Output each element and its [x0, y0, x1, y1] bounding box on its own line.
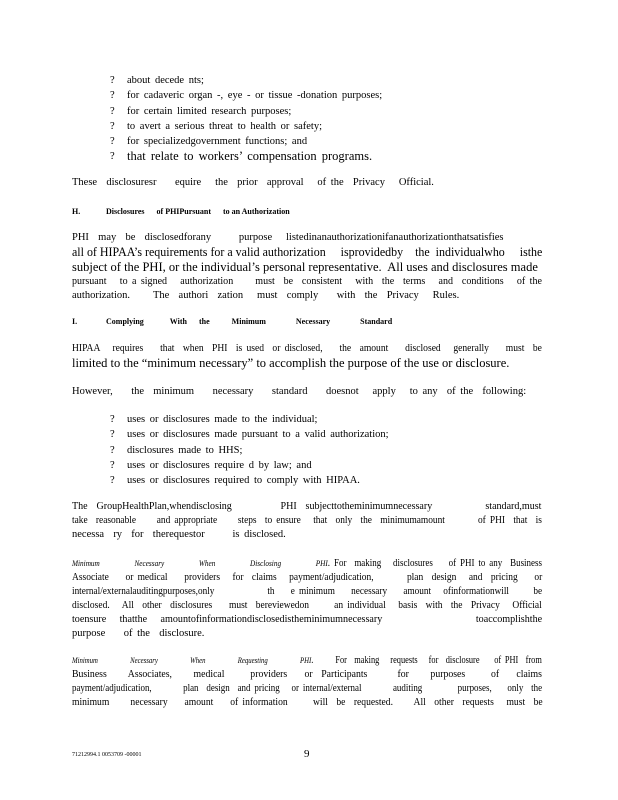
- list-item: ? uses or disclosures made to the individual;: [110, 414, 318, 425]
- list-item: ? that relate to workers’ compensation programs.: [110, 149, 373, 164]
- list-item: ? for specializedgovernment functions; and: [110, 136, 308, 148]
- paragraph-prior-approval: These disclosuresr equire the prior approval of the Privacy Official.: [72, 177, 434, 188]
- paragraph-mn-when-disclosing: Minimum Necessary When Disclosing PHI. For making disclosures of PHI to any Business Associate or medical providers for claims payment/adjudication, plan design and pricing or internal/externalauditingpurposes,only th e minimum necessary amount ofinformationwill be disclosed. All other disclosures must bereviewedon an individual basis with the Privacy Official toensure thatthe amountofinformationdisclosedistheminimumnecessary toaccomplishthe purpose of the disclosure.: [72, 558, 543, 639]
- page-number: 9: [304, 748, 310, 760]
- paragraph-authorization: PHI may be disclosedforany purpose listedinanauthorizationifanauthorizationthatsatisfies all of HIPAA’s requirements for a valid authorization isprovidedby the individualwho isthe subject of the PHI, or the individual’s personal representative. All uses and disclosures made pursuant to a signed authorization must be consistent with the terms and conditions of the authorization. The authori zation must comply with the Privacy Rules.: [72, 232, 543, 301]
- list-item: ? uses or disclosures made pursuant to a valid authorization;: [110, 429, 389, 441]
- section-heading-i: I. Complying With the Minimum Necessary Standard: [72, 317, 393, 326]
- list-item: ? for certain limited research purposes;: [110, 105, 292, 117]
- list-item: ? about decede nts;: [110, 75, 204, 86]
- document-id: 71212994.1 0053709 -00001: [72, 752, 142, 758]
- list-item: ? uses or disclosures required to comply with HIPAA.: [110, 475, 360, 487]
- list-item: ? to avert a serious threat to health or safety;: [110, 120, 323, 132]
- section-heading-h: H. Disclosures of PHIPursuant to an Authorization: [72, 207, 290, 216]
- bullet-list-bottom: [110, 412, 530, 488]
- list-item: ? for cadaveric organ -, eye - or tissue -donation purposes;: [110, 90, 383, 102]
- italic-lead-in: Minimum Necessary When Requesting PHI: [72, 655, 312, 665]
- paragraph-mn-when-requesting: Minimum Necessary When Requesting PHI. For making requests for disclosure of PHI from Business Associates, medical providers or Participants for purposes of claims payment/adjudication, plan design and pricing or internal/external auditing purposes, only the minimum necessary amount of information will be requested. All other requests must be: [72, 655, 543, 708]
- list-item: ? uses or disclosures require d by law; and: [110, 459, 312, 471]
- paragraph-however: However, the minimum necessary standard doesnot apply to any of the following:: [72, 386, 527, 397]
- bullet-list-top: [110, 73, 530, 165]
- italic-lead-in: Minimum Necessary When Disclosing PHI: [72, 558, 328, 568]
- list-item: ? disclosures made to HHS;: [110, 444, 243, 456]
- paragraph-minimum-necessary: HIPAA requires that when PHI is used or disclosed, the amount disclosed generally must be limited to the “minimum necessary” to accomplish the purpose of the use or disclosure.: [72, 343, 542, 370]
- paragraph-group-health-plan: The GroupHealthPlan,whendisclosing PHI subjecttotheminimumnecessary standard,must take reasonable and appropriate steps to ensure that only the minimumamount of PHI that is necessa ry for therequestor is disclosed.: [72, 501, 542, 540]
